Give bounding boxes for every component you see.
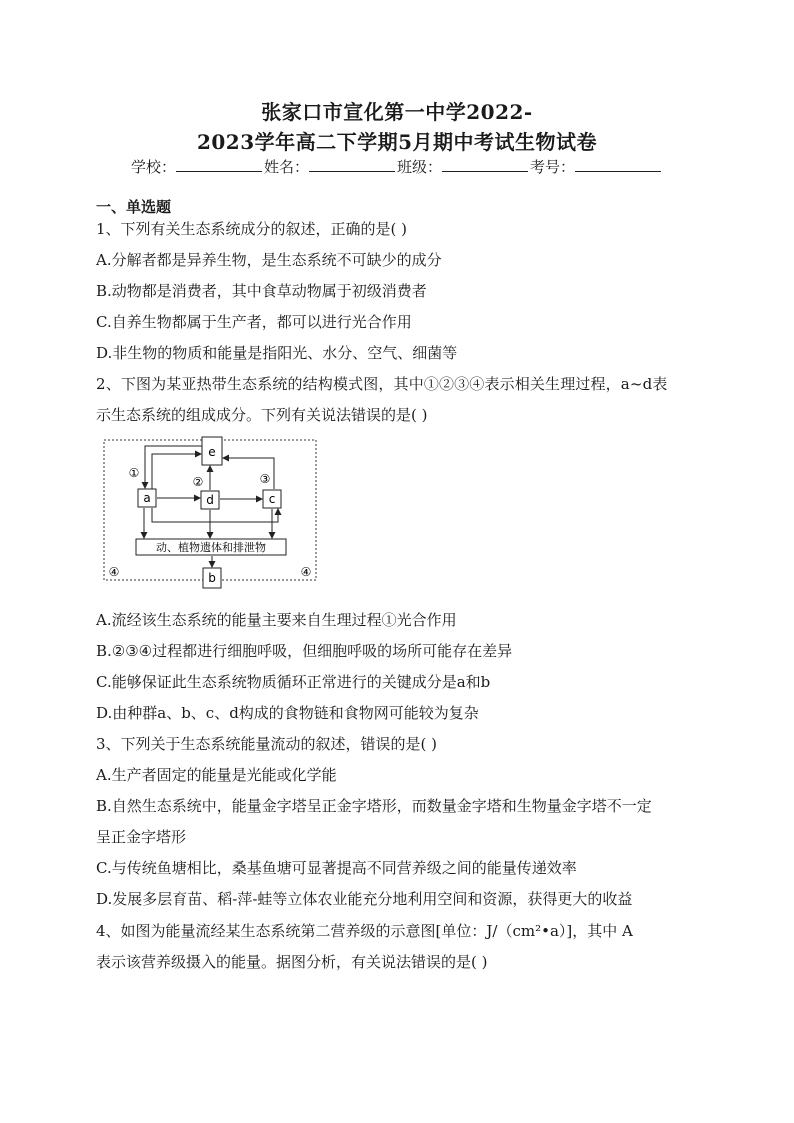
node-a-label: a [143,491,151,505]
q3-option-d[interactable]: D.发展多层育苗、稻-萍-蛙等立体农业能充分地利用空间和资源，获得更大的收益 [96,890,633,908]
q2-option-d[interactable]: D.由种群a、b、c、d构成的食物链和食物网可能较为复杂 [96,704,479,722]
q1-option-b[interactable]: B.动物都是消费者，其中食草动物属于初级消费者 [96,282,427,300]
class-blank[interactable] [442,157,528,172]
exam-title-line1: 张家口市宣化第一中学2022- [261,100,533,124]
q2-stem-line2: 示生态系统的组成成分。下列有关说法错误的是( ) [96,406,428,424]
name-blank[interactable] [309,157,395,172]
process-3-label: ③ [259,472,271,486]
process-1-label: ① [128,466,140,480]
school-blank[interactable] [176,157,262,172]
exam-no-blank[interactable] [575,157,661,172]
process-4-right-label: ④ [300,565,312,579]
q3-option-b-line1[interactable]: B.自然生态系统中，能量金字塔呈正金字塔形，而数量金字塔和生物量金字塔不一定 [96,797,652,815]
q3-option-b-line2[interactable]: 呈正金字塔形 [96,828,187,846]
q1-stem: 1、下列有关生态系统成分的叙述，正确的是( ) [96,220,408,238]
process-2-label: ② [192,475,204,489]
q2-option-c[interactable]: C.能够保证此生态系统物质循环正常进行的关键成分是a和b [96,673,491,691]
name-label: 姓名： [263,158,309,176]
q3-option-a[interactable]: A.生产者固定的能量是光能或化学能 [96,766,337,784]
node-b-label: b [208,571,216,585]
q4-stem-line2: 表示该营养级摄入的能量。据图分析，有关说法错误的是( ) [96,953,488,971]
q3-stem: 3、下列关于生态系统能量流动的叙述，错误的是( ) [96,735,438,753]
remains-label: 动、植物遗体和排泄物 [156,541,266,554]
node-e-label: e [208,445,216,459]
q1-option-a[interactable]: A.分解者都是异养生物，是生态系统不可缺少的成分 [96,251,442,269]
q2-stem-line1: 2、下图为某亚热带生态系统的结构模式图，其中①②③④表示相关生理过程，a~d表 [96,375,668,393]
process-4-left-label: ④ [108,565,120,579]
student-info-row [0,156,794,177]
q4-stem-line1: 4、如图为能量流经某生态系统第二营养级的示意图[单位：J/（cm²•a）]，其中 A [96,922,633,940]
ecosystem-diagram [100,432,330,592]
node-c-label: c [268,492,276,506]
node-d-label: d [206,493,214,507]
exam-title-line2: 2023学年高二下学期5月期中考试生物试卷 [196,130,598,154]
q2-option-b[interactable]: B.②③④过程都进行细胞呼吸，但细胞呼吸的场所可能存在差异 [96,642,513,660]
exam-no-label: 考号： [530,158,576,176]
section-heading: 一、单选题 [96,198,172,216]
q1-option-d[interactable]: D.非生物的物质和能量是指阳光、水分、空气、细菌等 [96,344,458,362]
class-label: 班级： [397,158,443,176]
school-label: 学校： [130,158,176,176]
q3-option-c[interactable]: C.与传统鱼塘相比，桑基鱼塘可显著提高不同营养级之间的能量传递效率 [96,859,577,877]
q1-option-c[interactable]: C.自养生物都属于生产者，都可以进行光合作用 [96,313,412,331]
q2-option-a[interactable]: A.流经该生态系统的能量主要来自生理过程①光合作用 [96,611,457,629]
arrow-a-to-c [152,508,278,522]
